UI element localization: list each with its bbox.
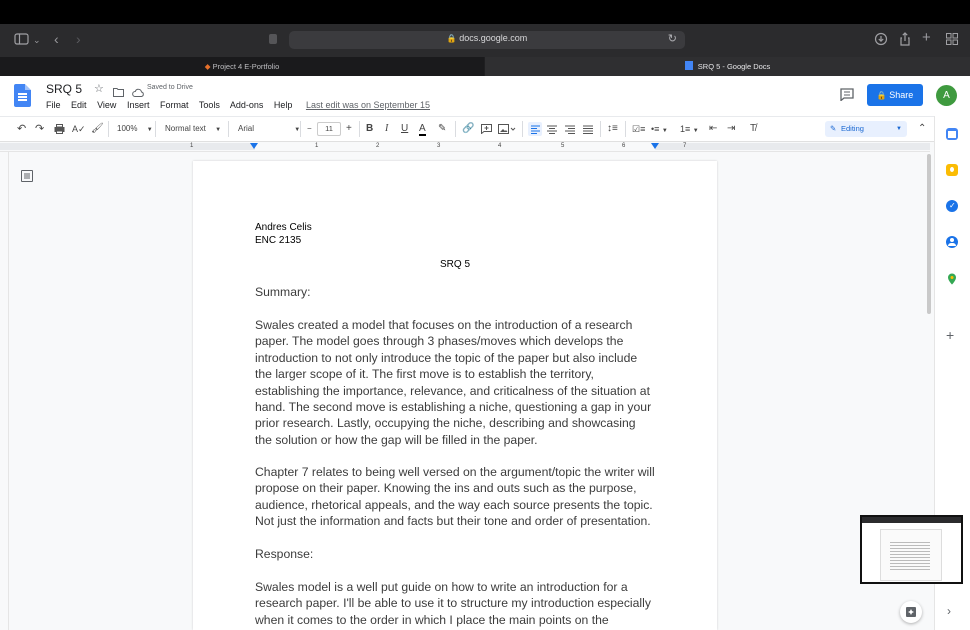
menu-file[interactable]: File bbox=[46, 100, 61, 110]
maps-icon[interactable] bbox=[946, 272, 958, 284]
menu-insert[interactable]: Insert bbox=[126, 100, 150, 110]
window-preview-thumbnail[interactable] bbox=[860, 515, 963, 584]
summary-paragraph-1 bbox=[255, 317, 675, 448]
editing-label: Editing bbox=[841, 124, 864, 133]
sidebar-toggle-icon[interactable] bbox=[14, 33, 30, 49]
ruler-number: 6 bbox=[622, 143, 626, 149]
ruler-number: 7 bbox=[683, 143, 687, 149]
text-color-button[interactable] bbox=[419, 122, 426, 136]
pencil-icon: ✎ bbox=[830, 124, 837, 133]
url-text bbox=[289, 33, 685, 43]
font-size-value: 11 bbox=[325, 124, 333, 133]
chevron-down-icon: ▼ bbox=[896, 126, 902, 132]
comment-history-icon[interactable] bbox=[840, 88, 854, 106]
align-left-icon[interactable] bbox=[528, 122, 542, 136]
menu-bar bbox=[46, 100, 438, 110]
calendar-icon[interactable] bbox=[946, 128, 958, 140]
text-line: prior research. Lastly, occupying the niche, describing and showcasing bbox=[255, 416, 636, 431]
text-line: Swales created a model that focuses on the introduction of a research bbox=[255, 318, 633, 332]
highlight-icon[interactable]: ✎ bbox=[438, 123, 447, 134]
address-bar[interactable] bbox=[289, 31, 685, 49]
justify-icon[interactable] bbox=[582, 122, 594, 141]
docs-logo-icon[interactable] bbox=[14, 84, 31, 107]
print-icon[interactable] bbox=[54, 122, 65, 139]
ruler-number: 1 bbox=[315, 143, 319, 149]
line-spacing-icon[interactable]: ↕≡ bbox=[607, 123, 618, 134]
tab-srq5[interactable] bbox=[485, 57, 970, 76]
menu-view[interactable]: View bbox=[97, 100, 117, 110]
response-paragraph bbox=[255, 579, 675, 628]
align-center-icon[interactable] bbox=[546, 122, 558, 141]
ruler-indent-marker[interactable] bbox=[250, 143, 258, 149]
panel-collapse-icon[interactable]: › bbox=[947, 604, 951, 618]
ruler-number: 5 bbox=[561, 143, 565, 149]
privacy-shield-icon[interactable] bbox=[268, 33, 278, 49]
menu-edit[interactable]: Edit bbox=[71, 100, 87, 110]
text-line: Not just the information and facts but their tone and order of presentation. bbox=[255, 514, 651, 529]
lock-icon: 🔒 bbox=[876, 91, 887, 100]
font-select[interactable] bbox=[238, 122, 300, 137]
font-value: Arial bbox=[238, 124, 255, 133]
chevron-down-icon: ▼ bbox=[215, 127, 222, 133]
tab-label: Project 4 E-Portfolio bbox=[212, 62, 280, 71]
ruler-number: 4 bbox=[498, 143, 502, 149]
undo-icon[interactable]: ↶ bbox=[17, 123, 27, 135]
document-title[interactable]: SRQ 5 bbox=[46, 82, 83, 96]
ruler-margin-left bbox=[0, 143, 255, 150]
text-line: the larger scope of it. The first move is to establish the territory, bbox=[255, 367, 594, 382]
vertical-ruler bbox=[0, 152, 9, 630]
menu-tools[interactable]: Tools bbox=[198, 100, 220, 110]
share-label: Share bbox=[889, 90, 914, 100]
menu-addons[interactable]: Add-ons bbox=[229, 100, 264, 110]
italic-button[interactable]: I bbox=[385, 123, 389, 134]
back-icon[interactable]: ‹ bbox=[54, 31, 59, 47]
chevron-down-icon: ▼ bbox=[146, 127, 153, 133]
document-heading: SRQ 5 bbox=[440, 259, 471, 270]
tab-project-4[interactable] bbox=[0, 57, 484, 76]
font-size-input[interactable] bbox=[317, 122, 341, 136]
ruler-number: 3 bbox=[437, 143, 441, 149]
add-comment-icon[interactable] bbox=[481, 122, 492, 139]
divider bbox=[108, 121, 109, 137]
style-value: Normal text bbox=[165, 124, 206, 133]
divider bbox=[600, 121, 601, 137]
bold-button[interactable]: B bbox=[366, 123, 374, 134]
document-outline-icon[interactable] bbox=[21, 170, 33, 182]
avatar[interactable]: A bbox=[936, 85, 957, 106]
keep-icon[interactable] bbox=[946, 164, 958, 176]
hide-menus-icon[interactable]: ⌃ bbox=[918, 123, 927, 134]
divider bbox=[155, 121, 156, 137]
share-icon[interactable] bbox=[899, 32, 911, 50]
text-line: hand. The second move is establishing a niche, questioning a gap in your bbox=[255, 400, 652, 415]
text-line: Chapter 7 relates to being well versed on the argument/topic the writer will bbox=[255, 465, 655, 479]
text-line: paper. The model goes through 3 phases/moves which develops the bbox=[255, 334, 624, 349]
redo-icon[interactable]: ↷ bbox=[35, 123, 45, 135]
saved-status: Saved to Drive bbox=[147, 84, 193, 91]
checklist-icon[interactable]: ☑≡ bbox=[632, 124, 646, 134]
divider bbox=[522, 121, 523, 137]
numbered-list-icon[interactable]: 1≡ ▼ bbox=[680, 124, 699, 134]
editing-mode-select[interactable] bbox=[825, 121, 907, 137]
docs-header bbox=[0, 76, 970, 116]
decrease-indent-icon[interactable]: ⇤ bbox=[709, 123, 718, 134]
tab-favicon-icon: ◆ bbox=[204, 62, 213, 71]
divider bbox=[455, 121, 456, 137]
text-line: propose on their paper. Knowing the ins and outs such as the purpose, bbox=[255, 481, 637, 496]
text-line: establishing the importance, relevance, and criticalness of the situation at bbox=[255, 383, 650, 398]
url-label: docs.google.com bbox=[459, 33, 528, 43]
paint-format-icon[interactable]: 🖌 bbox=[91, 123, 104, 134]
reload-icon[interactable]: ↻ bbox=[667, 33, 677, 45]
tab-label: SRQ 5 - Google Docs bbox=[697, 62, 771, 71]
get-addons-icon[interactable]: + bbox=[946, 327, 955, 343]
forward-icon[interactable]: › bbox=[76, 31, 81, 47]
scrollbar-thumb[interactable] bbox=[927, 154, 931, 314]
lock-icon: 🔒 bbox=[446, 34, 457, 43]
new-tab-icon[interactable]: + bbox=[922, 29, 931, 46]
tasks-icon[interactable]: ✓ bbox=[946, 200, 958, 212]
zoom-select[interactable] bbox=[117, 122, 153, 137]
insert-image-icon[interactable] bbox=[498, 122, 516, 139]
tab-overview-icon[interactable] bbox=[946, 33, 958, 49]
font-size-decrease-button[interactable]: − bbox=[307, 124, 312, 133]
docs-favicon-icon bbox=[685, 61, 693, 70]
link-icon[interactable]: 🔗 bbox=[462, 123, 475, 134]
zoom-value: 100% bbox=[117, 124, 138, 133]
response-label: Response: bbox=[255, 547, 314, 561]
author-name: Andres Celis bbox=[255, 222, 312, 233]
text-line: introduction to not only introduce the topic of the paper but also include bbox=[255, 350, 638, 365]
last-edit-link[interactable]: Last edit was on September 15 bbox=[305, 100, 431, 110]
font-size-increase-button[interactable]: + bbox=[346, 123, 352, 134]
star-icon[interactable]: ☆ bbox=[94, 83, 104, 95]
share-button[interactable] bbox=[867, 84, 923, 106]
divider bbox=[625, 121, 626, 137]
increase-indent-icon[interactable]: ⇥ bbox=[727, 123, 736, 134]
ruler-number: 1 bbox=[190, 143, 194, 149]
clear-formatting-icon[interactable]: T̸ bbox=[750, 123, 757, 134]
underline-button[interactable]: U bbox=[401, 123, 409, 134]
menu-bar-strip bbox=[0, 0, 970, 24]
course-code: ENC 2135 bbox=[255, 235, 302, 246]
divider bbox=[300, 121, 301, 137]
bulleted-list-icon[interactable]: •≡ ▼ bbox=[651, 124, 668, 134]
contacts-icon[interactable] bbox=[946, 236, 958, 248]
summary-label: Summary: bbox=[255, 285, 311, 299]
text-color-label: A bbox=[419, 123, 426, 134]
divider bbox=[228, 121, 229, 137]
text-line: research paper. I'll be able to use it to structure my introduction especially bbox=[255, 596, 651, 611]
text-line: when it comes to the order in which I place the main points on the bbox=[255, 612, 609, 627]
menu-help[interactable]: Help bbox=[273, 100, 293, 110]
explore-button[interactable] bbox=[900, 601, 922, 623]
chevron-down-icon[interactable]: ⌄ bbox=[33, 35, 41, 45]
summary-paragraph-2 bbox=[255, 464, 675, 530]
divider bbox=[359, 121, 360, 137]
menu-format[interactable]: Format bbox=[159, 100, 189, 110]
align-right-icon[interactable] bbox=[564, 122, 576, 141]
text-line: audience, rhetorical appeals, and the way each source presents the topic. bbox=[255, 497, 653, 512]
spellcheck-icon[interactable]: A✓ bbox=[72, 124, 86, 134]
ruler-margin-right bbox=[655, 143, 930, 150]
style-select[interactable] bbox=[165, 122, 221, 137]
ruler-right-indent-marker[interactable] bbox=[651, 143, 659, 149]
ruler-number: 2 bbox=[376, 143, 380, 149]
text-line: Swales model is a well put guide on how to write an introduction for a bbox=[255, 580, 628, 594]
text-line: the solution or how the gap will be filled in the paper. bbox=[255, 432, 538, 447]
chevron-down-icon: ▼ bbox=[294, 127, 301, 133]
download-icon[interactable] bbox=[874, 32, 888, 50]
